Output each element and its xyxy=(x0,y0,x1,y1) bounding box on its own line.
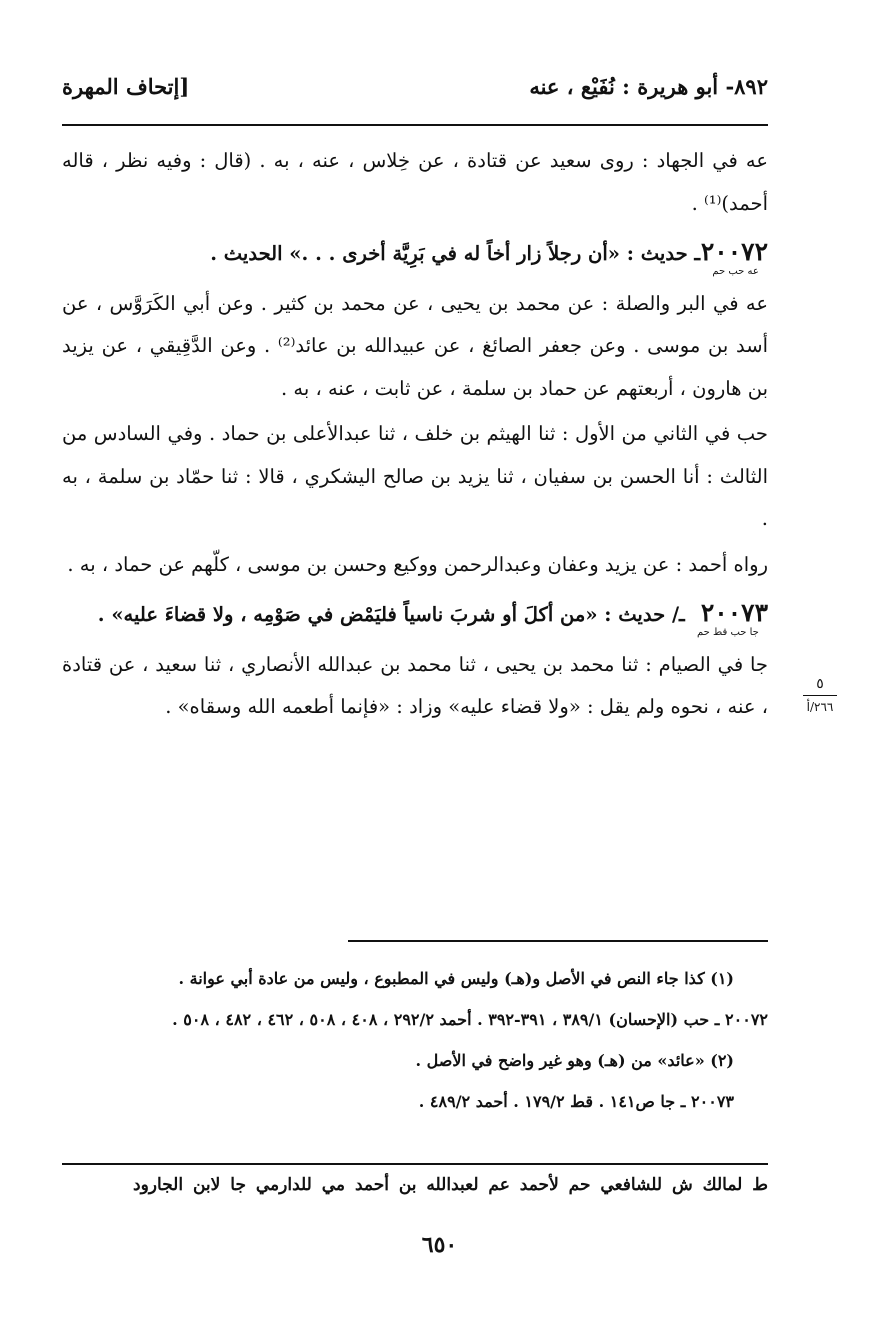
source-symbols: عه حب حم xyxy=(712,266,759,277)
margin-folio-ref: ٢٦٦/أ xyxy=(806,700,834,714)
hadith-number: ٢٠٠٧٢ xyxy=(700,237,768,266)
running-header xyxy=(62,74,768,108)
paragraph-3: حب في الثاني من الأول : ثنا الهيثم بن خلف ، ثنا عبدالأعلى بن حماد . وفي السادس من الثالث : أنا الحسن بن سفيان ، ثنا يزيد بن صالح اليشكري ، قالا : ثنا حمّاد بن سلمة ، به . xyxy=(62,422,768,530)
legend-rule xyxy=(62,1163,768,1165)
header-title: ٨٩٢- أبو هريرة : نُفَيْع ، عنه xyxy=(529,74,768,99)
footnote-1: (١) كذا جاء النص في الأصل و(هـ) وليس في المطبوع ، وليس من عادة أبي عوانة . xyxy=(178,969,734,988)
hadith-heading-20073 xyxy=(62,592,768,641)
hadith-number: ٢٠٠٧٣ xyxy=(700,598,768,627)
footnotes xyxy=(62,958,768,1122)
paragraph-4: رواه أحمد : عن يزيد وعفان وعبدالرحمن ووكيع وحسن بن موسى ، كلّهم عن حماد ، به . xyxy=(67,552,768,576)
manuscript-margin-note xyxy=(790,676,850,715)
main-text xyxy=(62,140,768,732)
paragraph-2: عه في البر والصلة : عن محمد بن يحيى ، عن محمد بن كثير . وعن أبي الكَرَوَّس ، عن أسد بن موسى . وعن جعفر الصائغ ، عن عبيدالله بن عائد⁽²⁾ . وعن الدَّقِيقي ، عن يزيد بن هارون ، أربعتهم عن حماد بن سلمة ، عن ثابت ، عنه ، به . xyxy=(62,291,768,400)
footnote-2: (٢) «عائد» من (هـ) وهو غير واضح في الأصل . xyxy=(415,1051,734,1070)
paragraph-5: جا في الصيام : ثنا محمد بن يحيى ، ثنا محمد بن عبدالله الأنصاري ، ثنا سعيد ، عن قتادة ، عنه ، نحوه ولم يقل : «ولا قضاء عليه» وزاد : «فإنما أطعمه الله وسقاه» . xyxy=(62,652,768,718)
source-symbols: جا حب قط حم xyxy=(696,627,759,638)
footnote-rule xyxy=(348,940,768,942)
paragraph-1: عه في الجهاد : روى سعيد عن قتادة ، عن خِلاس ، عنه ، به . (قال : وفيه نظر ، قاله أحمد)⁽¹⁾ . xyxy=(62,149,768,215)
header-book-name: [إتحاف المهرة xyxy=(62,74,190,99)
abbreviation-legend: ط لمالك ش للشافعي حم لأحمد عم لعبدالله بن أحمد مي للدارمي جا لابن الجارود xyxy=(133,1175,768,1195)
reference-20073: ٢٠٠٧٣ ـ جا ص١٤١ . قط ١٧٩/٢ . أحمد ٤٨٩/٢ . xyxy=(418,1092,734,1111)
margin-folio-number: ٥ xyxy=(816,676,824,692)
hadith-title: ـ/ حديث : «من أكلَ أو شربَ ناسياً فليَمْض في صَوْمِه ، ولا قضاءَ عليه» . xyxy=(97,603,685,626)
page-number: ٦٥٠ xyxy=(421,1232,458,1258)
hadith-title: ـ حديث : «أن رجلاً زار أخاً له في بَرِيَّة أخرى . . .» الحديث . xyxy=(210,242,701,265)
margin-divider xyxy=(803,695,837,696)
reference-20072: ٢٠٠٧٢ ـ حب (الإحسان) ٣٨٩/١ ، ٣٩١-٣٩٢ . أحمد ٢٩٢/٢ ، ٤٠٨ ، ٥٠٨ ، ٤٦٢ ، ٤٨٢ ، ٥٠٨ . xyxy=(172,1010,768,1029)
hadith-heading-20072 xyxy=(62,231,768,280)
header-rule xyxy=(62,124,768,126)
